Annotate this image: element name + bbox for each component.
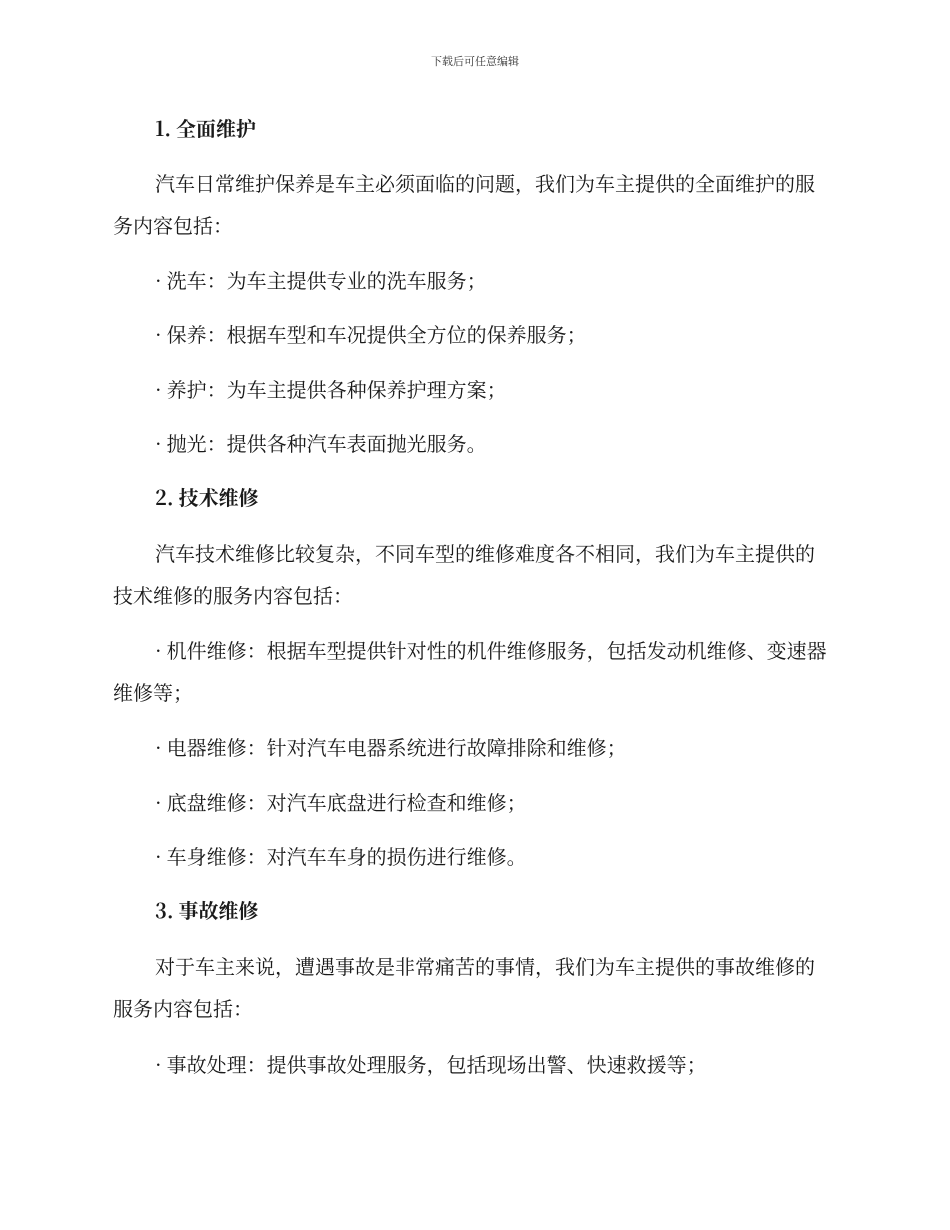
- header-note: 下载后可任意编辑: [431, 53, 519, 69]
- list-item: · 机件维修：根据车型提供针对性的机件维修服务，包括发动机维修、变速器维修等；: [113, 635, 827, 706]
- list-item: · 养护：为车主提供各种保养护理方案；: [155, 374, 507, 403]
- section-intro: 对于车主来说，遭遇事故是非常痛苦的事情，我们为车主提供的事故维修的服务内容包括：: [113, 951, 815, 1022]
- section-intro: 汽车日常维护保养是车主必须面临的问题，我们为车主提供的全面维护的服务内容包括：: [113, 168, 815, 239]
- section-heading: 1. 全面维护: [155, 113, 257, 142]
- section-heading: 2. 技术维修: [155, 482, 259, 511]
- list-item: · 电器维修：针对汽车电器系统进行故障排除和维修；: [155, 732, 627, 761]
- section-intro: 汽车技术维修比较复杂，不同车型的维修难度各不相同，我们为车主提供的技术维修的服务内容包括：: [113, 538, 815, 609]
- list-item: · 抛光：提供各种汽车表面抛光服务。: [155, 428, 487, 457]
- list-item: · 保养：根据车型和车况提供全方位的保养服务；: [155, 319, 587, 348]
- list-item: · 洗车：为车主提供专业的洗车服务；: [155, 265, 487, 294]
- list-item: · 事故处理：提供事故处理服务，包括现场出警、快速救援等；: [155, 1049, 707, 1078]
- section-heading: 3. 事故维修: [155, 895, 259, 924]
- list-item: · 车身维修：对汽车车身的损伤进行维修。: [155, 841, 527, 870]
- list-item: · 底盘维修：对汽车底盘进行检查和维修；: [155, 787, 527, 816]
